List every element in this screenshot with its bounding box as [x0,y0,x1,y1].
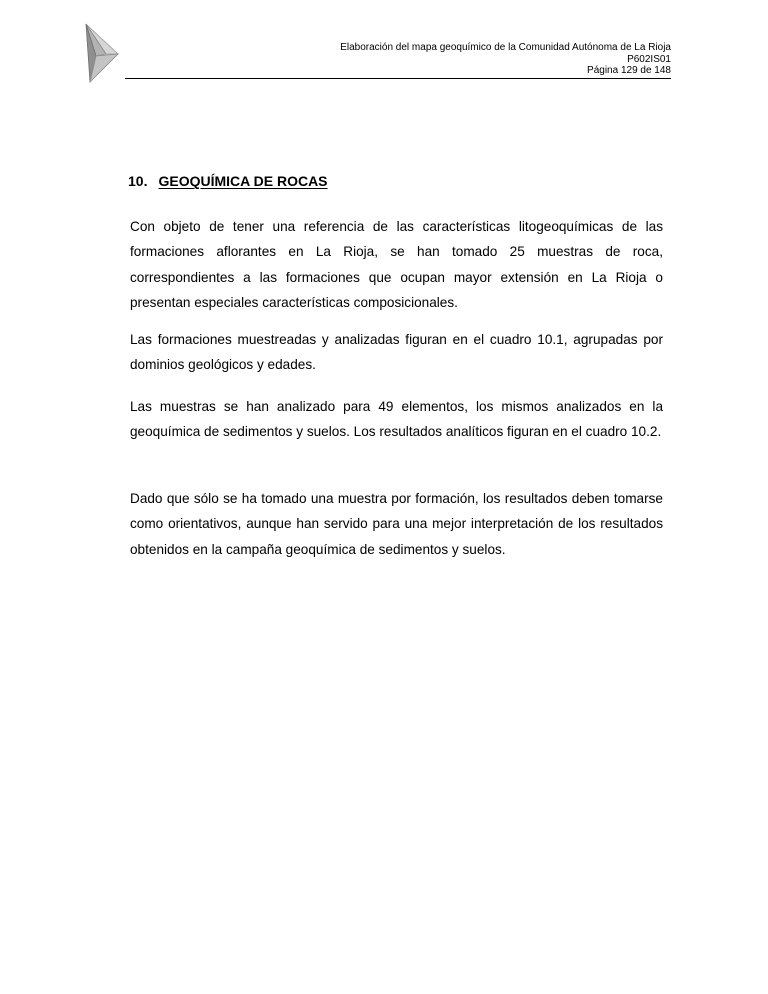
paragraph-4: Dado que sólo se ha tomado una muestra por formación, los resultados deben tomarse como orientativos, aunque han servido para una mejor interpretación de los resultados obtenidos en la campaña geoquímica de sedimentos y suelos. [130,491,663,557]
paragraph-1: Con objeto de tener una referencia de las características litogeoquímicas de las formaciones aflorantes en La Rioja, se han tomado 25 muestras de roca, correspondientes a las formaciones que ocupan mayor extensión en La Rioja o presentan especiales características composicionales. [130,219,663,311]
section-heading [128,172,328,190]
company-logo-icon [84,22,120,84]
section-number: 10. [128,173,148,189]
header-divider [125,78,671,79]
page-header [340,42,671,77]
header-page-number: Página 129 de 148 [587,65,671,76]
paragraph-3: Las muestras se han analizado para 49 elementos, los mismos analizados en la geoquímica de sedimentos y suelos. Los resultados analíticos figuran en el cuadro 10.2. [130,399,663,440]
header-code: P602IS01 [627,53,671,65]
header-title: Elaboración del mapa geoquímico de la Comunidad Autónoma de La Rioja [340,42,671,53]
section-title: GEOQUÍMICA DE ROCAS [158,173,328,189]
paragraph-2: Las formaciones muestreadas y analizadas figuran en el cuadro 10.1, agrupadas por dominios geológicos y edades. [130,332,663,373]
